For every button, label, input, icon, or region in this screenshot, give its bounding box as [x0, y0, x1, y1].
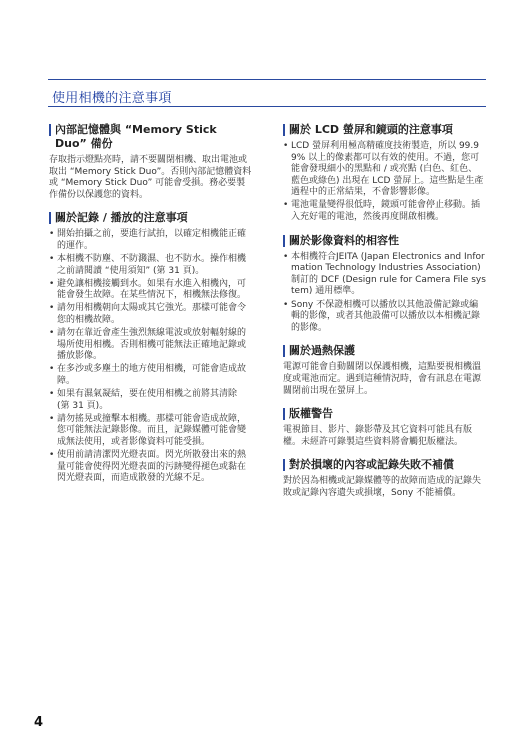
section-heading	[283, 123, 486, 137]
list-item: • Sony 不保證相機可以播放以其他設備記錄或編輯的影像，或者其他設備可以播放以本相機記錄的影像。	[283, 300, 486, 335]
section-heading-text: 關於 LCD 螢屏和鏡頭的注意事項	[289, 123, 453, 136]
heading-bar-icon	[49, 124, 51, 136]
section-heading-text: 對於損壞的內容或記錄失敗不補償	[289, 458, 454, 472]
section-recording-playback	[49, 211, 252, 484]
heading-bar-icon	[283, 124, 285, 136]
section-heading-text: 關於過熱保護	[289, 344, 355, 358]
title-rule	[48, 106, 486, 107]
list-item: • 請勿搖晃或撞擊本相機。那樣可能會造成故障，您可能無法記錄影像。而且，記錄媒體可能會變成無法使用，或者影像資料可能受損。	[49, 414, 252, 449]
list-item: • 使用前請清潔閃光燈表面。閃光所散發出來的熱量可能會使得閃光燈表面的污跡變得褪色或黏在閃光燈表面，而造成散發的光線不足。	[49, 450, 252, 485]
section-text: 對於因為相機或記錄媒體等的故障而造成的記錄失敗或記錄內容遺失或損壞，Sony 不能補償。	[283, 476, 482, 498]
section-heading	[283, 458, 486, 472]
heading-bar-icon	[283, 408, 285, 420]
list-item: • 請勿在靠近會產生強烈無線電波或放射輻射線的場所使用相機。否則相機可能無法正確地記錄或播放影像。	[49, 328, 252, 363]
list-item: • 電池電量變得很低時，鏡頭可能會停止移動。插入充好電的電池，然後再度開啟相機。	[283, 200, 486, 223]
heading-bar-icon	[49, 212, 51, 224]
list-item: • 本相機符合JEITA (Japan Electronics and Information Technology Industries Association) 制訂的 DCF (Design rule for Camera File system) 通用標準。	[283, 252, 486, 298]
section-overheat	[283, 344, 486, 397]
section-heading-text: 關於記錄 / 播放的注意事項	[55, 211, 188, 225]
bullet-list	[283, 141, 486, 224]
section-text: 電源可能會自動關閉以保護相機，這點要視相機溫度或電池而定。遇到這種情況時，會有訊息在電源關閉前出現在螢屏上。	[283, 362, 482, 396]
top-rule	[48, 79, 486, 80]
bullet-list	[283, 252, 486, 335]
left-column	[49, 123, 252, 495]
section-heading	[283, 234, 486, 248]
list-item: • 避免讓相機接觸到水。如果有水進入相機內，可能會發生故障。在某些情況下，相機無法修復。	[49, 279, 252, 302]
section-heading	[49, 211, 252, 225]
section-heading	[49, 123, 252, 151]
right-column	[283, 123, 486, 509]
section-heading-text: 內部記憶體與 “Memory Stick Duo” 備份	[55, 123, 217, 150]
section-heading	[283, 407, 486, 421]
page-number: 4	[34, 715, 44, 730]
section-compatibility	[283, 234, 486, 335]
list-item: • 在多沙或多塵土的地方使用相機，可能會造成故障。	[49, 364, 252, 387]
section-text: 電視節目、影片、錄影帶及其它資料可能具有版權。未經許可錄製這些資料將會觸犯版權法。	[283, 425, 473, 447]
list-item: • 請勿用相機朝向太陽或其它強光。那樣可能會令您的相機故障。	[49, 303, 252, 326]
section-heading-text: 版權警告	[289, 407, 333, 421]
section-heading-text: 關於影像資料的相容性	[289, 233, 399, 247]
section-text: 存取指示燈點亮時，請不要關閉相機、取出電池或取出 “Memory Stick Duo”。否則內部記憶體資料或 “Memory Stick Duo” 可能會受損。務必要製作備份以保護您的資料。	[49, 155, 252, 200]
list-item: • 本相機不防塵、不防濺濕、也不防水。操作相機之前請閱讀 “使用須知” (第 31 頁)。	[49, 254, 252, 277]
section-no-compensation	[283, 458, 486, 499]
section-copyright	[283, 407, 486, 448]
heading-bar-icon	[283, 235, 285, 247]
bullet-list	[49, 229, 252, 484]
section-heading	[283, 344, 486, 358]
section-lcd-lens	[283, 123, 486, 224]
list-item: • LCD 螢屏利用極高精確度技術製造，所以 99.99% 以上的像素都可以有效的使用。不過，您可能會發現細小的黑點和 / 或亮點 (白色、紅色、藍色或綠色) 出現在 LCD 螢屏上。這些點是生產過程中的正常結果，不會影響影像。	[283, 141, 486, 199]
heading-bar-icon	[283, 459, 285, 471]
section-internal-memory	[49, 123, 252, 201]
page-title: 使用相機的注意事項	[52, 91, 172, 106]
list-item: • 如果有濕氣凝結，要在使用相機之前將其清除 (第 31 頁)。	[49, 389, 252, 412]
list-item: • 開始拍攝之前，要進行試拍，以確定相機能正確的運作。	[49, 229, 252, 252]
heading-bar-icon	[283, 345, 285, 357]
